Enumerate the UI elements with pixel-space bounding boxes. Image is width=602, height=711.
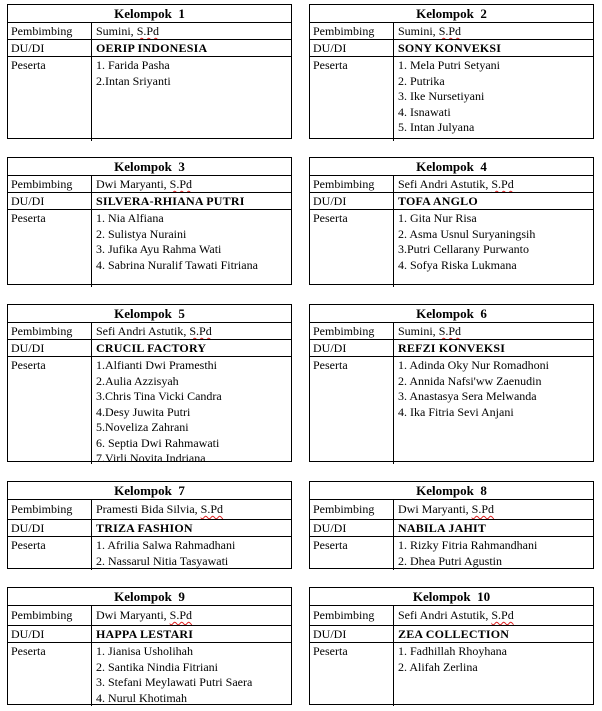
members-label: Peserta (8, 357, 92, 464)
mentor-degree: S.Pd (491, 177, 514, 191)
members-list (92, 357, 291, 464)
member-item: 5. Intan Julyana (398, 120, 475, 134)
mentor-row (8, 606, 291, 626)
mentor-degree: S.Pd (189, 324, 212, 338)
mentor-label: Pembimbing (310, 500, 394, 519)
company-row (310, 193, 593, 210)
company-label: DU/DI (8, 340, 92, 356)
group-title: Kelompok 3 (8, 158, 291, 176)
company-name: NABILA JAHIT (398, 521, 487, 535)
company-row (310, 340, 593, 357)
member-item: 2. Annida Nafsi'ww Zaenudin (398, 373, 542, 388)
members-list (394, 210, 593, 287)
mentor-degree: S.Pd (438, 324, 462, 338)
mentor-name: Dwi Maryanti, (96, 177, 170, 191)
group-title: Kelompok 9 (8, 588, 291, 606)
members-label: Peserta (310, 537, 394, 570)
member-item: 2. Sulistya Nuraini (96, 226, 187, 241)
mentor-label: Pembimbing (310, 323, 394, 339)
mentor-name: Sefi Andri Astutik, (398, 608, 492, 622)
members-label: Peserta (8, 57, 92, 141)
members-row (8, 643, 291, 706)
group-title: Kelompok 10 (310, 588, 593, 606)
company-label: DU/DI (310, 520, 394, 536)
member-item: 2. Alifah Zerlina (398, 659, 478, 674)
members-row (310, 643, 593, 706)
mentor-name: Sumini, (96, 24, 137, 38)
members-list (394, 57, 593, 141)
mentor-label: Pembimbing (310, 23, 394, 39)
group-card-8 (309, 481, 594, 569)
mentor-row (310, 176, 593, 193)
mentor-name: Dwi Maryanti, (96, 608, 170, 622)
group-card-5 (7, 304, 292, 462)
group-card-6 (309, 304, 594, 462)
mentor-row (8, 23, 291, 40)
mentor-row (8, 323, 291, 340)
member-item: 1. Jianisa Usholihah (96, 644, 193, 658)
company-label: DU/DI (8, 626, 92, 642)
member-item: 4.Desy Juwita Putri (96, 404, 191, 419)
mentor-value (92, 23, 291, 39)
group-title: Kelompok 8 (310, 482, 593, 500)
company-row (8, 193, 291, 210)
group-title: Kelompok 6 (310, 305, 593, 323)
group-card-1 (7, 4, 292, 139)
mentor-value (394, 500, 593, 519)
members-list (92, 57, 291, 141)
member-item: 2. Nassarul Nitia Tasyawati (96, 553, 229, 568)
mentor-value (92, 500, 291, 519)
company-name: TOFA ANGLO (398, 194, 478, 208)
group-title: Kelompok 2 (310, 5, 593, 23)
members-row (8, 57, 291, 141)
group-card-10 (309, 587, 594, 705)
group-title: Kelompok 7 (8, 482, 291, 500)
company-label: DU/DI (310, 40, 394, 56)
mentor-value (394, 606, 593, 625)
members-label: Peserta (8, 537, 92, 570)
mentor-label: Pembimbing (8, 23, 92, 39)
mentor-degree: S.Pd (471, 502, 495, 516)
company-label: DU/DI (310, 340, 394, 356)
mentor-row (310, 323, 593, 340)
member-item: 2.Aulia Azzisyah (96, 373, 179, 388)
company-name: HAPPA LESTARI (96, 627, 194, 641)
member-item: 1. Adinda Oky Nur Romadhoni (398, 358, 549, 372)
mentor-value (394, 176, 593, 192)
company-label: DU/DI (8, 520, 92, 536)
mentor-row (8, 500, 291, 520)
member-item: 1.Alfianti Dwi Pramesthi (96, 358, 217, 372)
mentor-name: Sefi Andri Astutik, (96, 324, 190, 338)
member-item: 2. Santika Nindia Fitriani (96, 659, 218, 674)
member-item: 5.Noveliza Zahrani (96, 420, 189, 434)
member-item: 2.Intan Sriyanti (96, 73, 171, 88)
group-card-7 (7, 481, 292, 569)
member-item: 4. Isnawati (398, 104, 451, 119)
members-row (310, 537, 593, 570)
mentor-label: Pembimbing (8, 500, 92, 519)
member-item: 4. Sabrina Nuralif Tawati Fitriana (96, 257, 258, 272)
mentor-value (394, 23, 593, 39)
members-label: Peserta (310, 210, 394, 287)
mentor-label: Pembimbing (8, 606, 92, 625)
member-item: 4. Ika Fitria Sevi Anjani (398, 404, 514, 419)
group-card-9 (7, 587, 292, 705)
member-item: 4. Sofya Riska Lukmana (398, 257, 517, 272)
mentor-name: Sumini, (398, 24, 439, 38)
mentor-label: Pembimbing (8, 323, 92, 339)
group-card-2 (309, 4, 594, 139)
members-label: Peserta (310, 57, 394, 141)
members-list (92, 643, 291, 706)
mentor-row (310, 606, 593, 626)
member-item: 3.Putri Cellarany Purwanto (398, 242, 529, 256)
member-item: 1. Rizky Fitria Rahmandhani (398, 538, 538, 552)
mentor-label: Pembimbing (310, 176, 394, 192)
member-item: 3. Stefani Meylawati Putri Saera (96, 675, 253, 689)
members-list (92, 537, 291, 570)
mentor-row (310, 23, 593, 40)
company-row (310, 626, 593, 643)
mentor-degree: S.Pd (200, 502, 224, 516)
company-label: DU/DI (310, 626, 394, 642)
member-item: 1. Gita Nur Risa (398, 211, 477, 225)
member-item: 4. Nurul Khotimah (96, 690, 187, 705)
members-list (394, 643, 593, 706)
mentor-row (310, 500, 593, 520)
member-item: 1. Mela Putri Setyani (398, 58, 500, 72)
company-label: DU/DI (8, 193, 92, 209)
company-row (8, 340, 291, 357)
member-item: 3. Jufika Ayu Rahma Wati (96, 242, 222, 256)
mentor-name: Sumini, (398, 324, 439, 338)
company-row (8, 520, 291, 537)
members-row (310, 357, 593, 464)
mentor-degree: S.Pd (169, 608, 193, 622)
company-label: DU/DI (8, 40, 92, 56)
member-item: 1. Farida Pasha (96, 58, 170, 72)
company-row (310, 40, 593, 57)
company-name: SILVERA-RHIANA PUTRI (96, 194, 245, 208)
company-name: REFZI KONVEKSI (398, 341, 506, 355)
members-row (310, 57, 593, 141)
members-label: Peserta (310, 357, 394, 464)
mentor-value (92, 606, 291, 625)
mentor-label: Pembimbing (8, 176, 92, 192)
members-list (394, 537, 593, 570)
members-label: Peserta (8, 643, 92, 706)
company-name: TRIZA FASHION (96, 521, 193, 535)
mentor-value (394, 323, 593, 339)
group-title: Kelompok 5 (8, 305, 291, 323)
mentor-degree: S.Pd (169, 177, 193, 191)
group-card-3 (7, 157, 292, 285)
members-row (8, 537, 291, 570)
mentor-value (92, 176, 291, 192)
mentor-name: Pramesti Bida Silvia, (96, 502, 201, 516)
group-title: Kelompok 1 (8, 5, 291, 23)
members-row (8, 210, 291, 287)
member-item: 6. Septia Dwi Rahmawati (96, 435, 220, 450)
members-label: Peserta (310, 643, 394, 706)
mentor-degree: S.Pd (491, 608, 514, 622)
mentor-label: Pembimbing (310, 606, 394, 625)
company-row (310, 520, 593, 537)
mentor-name: Sefi Andri Astutik, (398, 177, 492, 191)
member-item: 3. Ike Nursetiyani (398, 89, 485, 103)
mentor-degree: S.Pd (136, 24, 160, 38)
member-item: 7.Virli Novita Indriana (96, 451, 206, 464)
member-item: 2. Putrika (398, 73, 445, 88)
company-label: DU/DI (310, 193, 394, 209)
company-name: CRUCIL FACTORY (96, 341, 207, 355)
member-item: 3.Chris Tina Vicki Candra (96, 389, 222, 403)
mentor-name: Dwi Maryanti, (398, 502, 472, 516)
company-row (8, 626, 291, 643)
company-name: ZEA COLLECTION (398, 627, 510, 641)
members-row (310, 210, 593, 287)
group-title: Kelompok 4 (310, 158, 593, 176)
company-name: SONY KONVEKSI (398, 41, 502, 55)
members-list (92, 210, 291, 287)
member-item: 1. Nia Alfiana (96, 211, 164, 225)
member-item: 2. Asma Usnul Suryaningsih (398, 226, 536, 241)
mentor-row (8, 176, 291, 193)
mentor-value (92, 323, 291, 339)
group-card-4 (309, 157, 594, 285)
mentor-degree: S.Pd (438, 24, 462, 38)
member-item: 3. Anastasya Sera Melwanda (398, 389, 537, 403)
member-item: 1. Afrilia Salwa Rahmadhani (96, 538, 236, 552)
members-row (8, 357, 291, 464)
member-item: 2. Dhea Putri Agustin (398, 553, 502, 568)
members-list (394, 357, 593, 464)
members-label: Peserta (8, 210, 92, 287)
company-row (8, 40, 291, 57)
member-item: 1. Fadhillah Rhoyhana (398, 644, 507, 658)
company-name: OERIP INDONESIA (96, 41, 208, 55)
